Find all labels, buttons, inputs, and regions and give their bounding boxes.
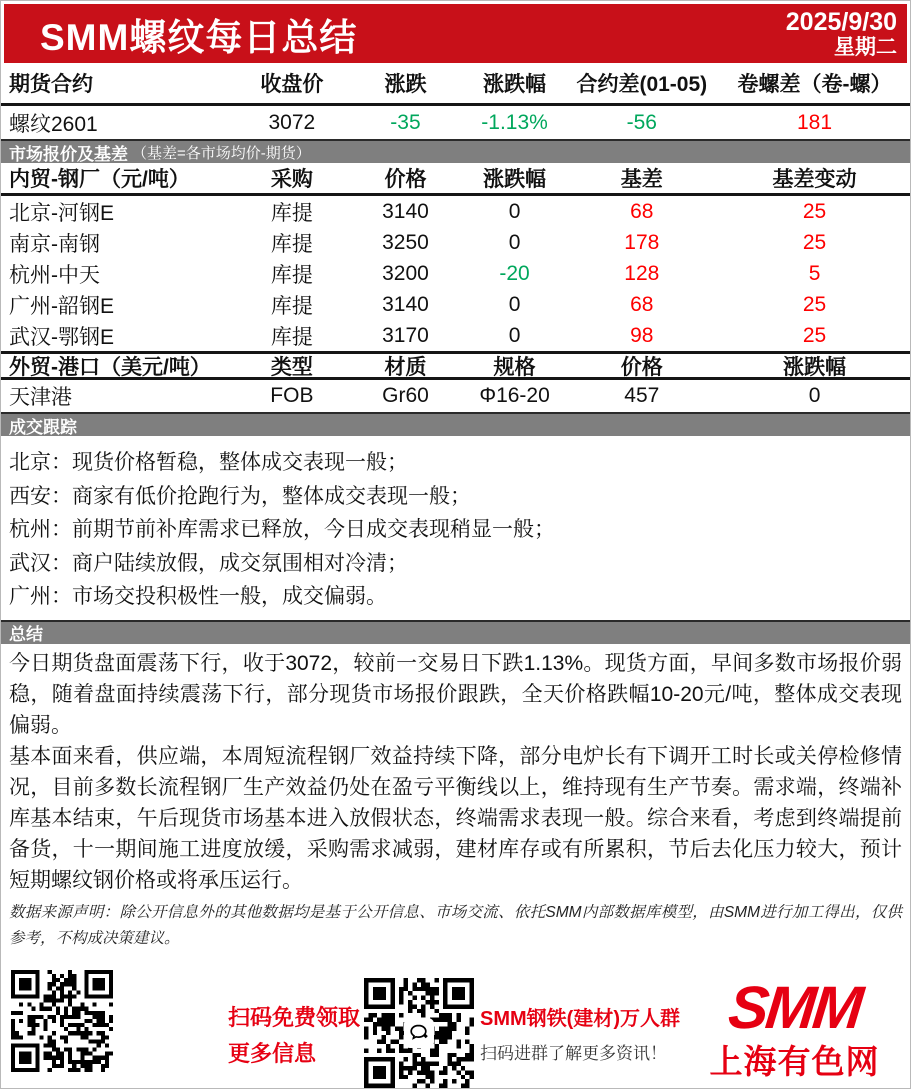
purchase-type: 库提 [270,201,313,225]
column-header: 涨跌 [384,73,427,96]
qr-code-free-info [11,970,113,1072]
basis: 98 [630,323,654,347]
hc-rb-spread: 181 [797,110,833,134]
market-name: 杭州-中天 [9,263,100,287]
scan-label-line2: 更多信息 [228,1041,317,1066]
export-table [1,351,910,412]
summary-paragraph: 今日期货盘面震荡下行，收于3072，较前一交易日下跌1.13%。现货方面，早间多数市场报价弱稳，随着盘面持续震荡下行，部分现货市场报价跟跌，全天价格跌幅10-20元/吨，整体成交表现偏弱。 [9,651,902,737]
report-date: 2025/9/30 [785,7,897,36]
table-row [1,196,910,227]
basis-change: 25 [802,292,827,316]
price: 3250 [382,230,429,254]
market-name: 北京-河钢E [9,201,114,225]
trade-line-hangzhou: 杭州：前期节前补库需求已释放，今日成交表现稍显一般； [9,518,555,541]
price-change-pct: 0 [808,384,821,407]
section-bar-market-quotes [1,139,910,163]
trade-line-xian: 西安：商家有低价抢跑行为，整体成交表现一般； [9,484,471,508]
price-change: -35 [390,110,421,134]
disclaimer-text: 数据来源声明：除公开信息外的其他数据均是基于公开信息、市场交流、依托SMM内部数据库模型，由SMM进行加工得出，仅供参考，不构成决策建议。 [9,903,902,947]
port-name: 天津港 [9,386,72,409]
column-header: 卷螺差（卷-螺） [737,73,892,96]
section-subtitle: （基差=各市场均价-期货） [132,144,311,162]
wechat-group-title: SMM钢铁(建材)万人群 [480,1008,680,1030]
price-change: -20 [499,261,530,285]
report-weekday: 星期二 [834,35,897,59]
smm-logo-text: SMM [725,974,864,1041]
trade-tracking-block [1,436,910,620]
smm-logo-subtext: 上海有色网 [709,1043,880,1080]
trade-line-beijing: 北京：现货价格暂稳，整体成交表现一般； [9,451,408,474]
price: 3170 [382,323,429,347]
column-header: 涨跌幅 [783,355,847,379]
wechat-group-text [480,1002,680,1064]
scan-label-line1: 扫码免费领取 [228,1005,361,1030]
table-row [1,258,910,289]
footer [1,950,910,1088]
table-row [1,320,910,351]
export-table-header [1,351,910,380]
price: 3140 [382,199,429,223]
column-header: 期货合约 [9,73,93,96]
domestic-table-header [1,163,910,196]
column-header: 合约差(01-05) [576,73,708,96]
spec: Φ16-20 [479,384,550,407]
date-block [786,8,897,60]
material-grade: Gr60 [382,384,429,407]
close-price: 3072 [268,110,316,134]
basis: 178 [624,230,660,254]
summary-block [1,644,910,896]
section-title: 总结 [9,625,43,644]
masthead [4,4,907,63]
column-header: 外贸-港口（美元/吨） [9,355,211,379]
purchase-type: 库提 [270,263,313,287]
price: 3200 [382,261,429,285]
column-header: 价格 [620,355,663,379]
price-change: 0 [508,323,521,347]
price: 3140 [382,292,429,316]
futures-table [1,63,910,139]
contract-name: 螺纹2601 [9,112,98,136]
table-row [1,380,910,412]
purchase-type: 库提 [270,325,313,349]
price-change-pct: -1.13% [481,110,548,134]
column-header: 采购 [270,168,313,191]
basis-change: 25 [802,199,827,223]
column-header: 基差变动 [772,168,857,191]
wechat-group-subtitle: 扫码进群了解更多资讯！ [480,1044,667,1063]
column-header: 涨跌幅 [483,168,547,191]
table-row [1,227,910,258]
trade-type: FOB [270,384,314,407]
summary-paragraph: 基本面来看，供应端，本周短流程钢厂效益持续下降，部分电炉长有下调开工时长或关停检修情况，目前多数长流程钢厂生产效益仍处在盈亏平衡线以上，维持现有生产节奏。需求端，终端补库基本结束，午后现货市场基本进入放假状态，终端需求表现一般。综合来看，考虑到终端提前备货，十一期间施工进度放缓，采购需求减弱，建材库存或有所累积，节后去化压力较大，预计短期螺纹钢价格或将承压运行。 [9,744,902,892]
column-header: 基差 [620,168,663,191]
market-name: 广州-韶钢E [9,294,114,318]
column-header: 类型 [270,355,313,379]
price-change: 0 [508,292,521,316]
basis: 128 [624,261,660,285]
contract-spread: -56 [626,110,657,134]
column-header: 收盘价 [260,73,324,96]
purchase-type: 库提 [270,294,313,318]
basis-change: 25 [802,323,827,347]
market-name: 南京-南钢 [9,232,100,256]
price-change: 0 [508,230,521,254]
section-bar-trade-tracking [1,412,910,436]
section-title: 市场报价及基差 [9,144,128,164]
basis-change: 5 [808,261,821,285]
basis-change: 25 [802,230,827,254]
basis: 68 [630,199,654,223]
basis: 68 [630,292,654,316]
wechat-chat-icon [404,1018,434,1048]
scan-label [228,1000,360,1072]
trade-line-wuhan: 武汉：商户陆续放假，成交氛围相对冷清； [9,551,408,575]
qr-code-wechat-group [364,978,474,1088]
table-row [1,289,910,320]
column-header: 涨跌幅 [483,73,547,96]
market-name: 武汉-鄂钢E [9,325,114,349]
purchase-type: 库提 [270,232,313,256]
section-bar-summary [1,620,910,644]
column-header: 材质 [384,355,427,379]
domestic-table [1,163,910,351]
smm-logo [687,974,902,1083]
table-row [1,106,910,139]
section-title: 成交跟踪 [9,417,77,437]
column-header: 内贸-钢厂（元/吨） [9,168,190,191]
price-change: 0 [508,199,521,223]
trade-line-guangzhou: 广州：市场交投积极性一般，成交偏弱。 [9,585,387,608]
column-header: 规格 [493,355,536,379]
futures-table-header [1,63,910,106]
column-header: 价格 [384,168,427,191]
page-title: SMM螺纹每日总结 [40,16,358,58]
price: 457 [624,384,660,407]
